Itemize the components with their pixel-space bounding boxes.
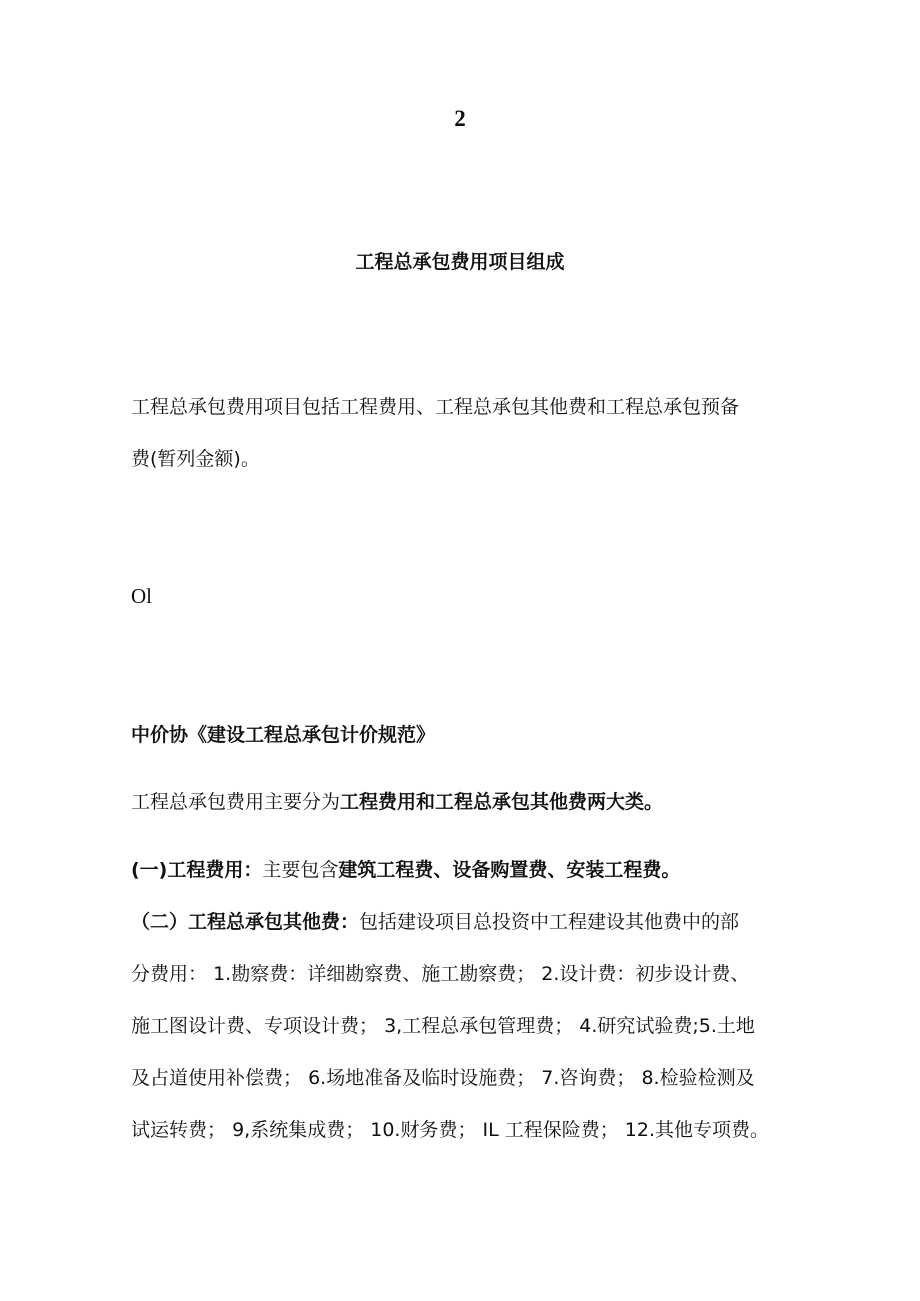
item-two-line5-e: 12.其他专项费。 [624, 1119, 770, 1141]
item-two-line-4 [131, 1052, 791, 1104]
summary-paragraph [131, 785, 663, 819]
item-two-line-2 [131, 948, 791, 1000]
item-two-line5-a: 试运转费； [131, 1119, 227, 1141]
item-two-line2-b: 1.勘察费：详细勘察费、施工勘察费； [213, 963, 536, 985]
item-two-line-1 [131, 896, 791, 948]
reference-heading: 中价协《建设工程总承包计价规范》 [131, 724, 436, 746]
item-one-heading: (一)工程费用： [131, 859, 263, 881]
item-two-line-5 [131, 1104, 791, 1156]
item-two-line-3 [131, 1000, 791, 1052]
item-two-line2-c: 2.设计费：初步设计费、 [541, 963, 750, 985]
item-two-line3: 施工图设计费、专项设计费； [131, 1015, 379, 1037]
item-two-line4-b: 6.场地准备及临时设施费； [308, 1067, 536, 1089]
intro-line-2: 费(暂列金额)。 [131, 448, 260, 470]
item-two-line5-c: 10.财务费； [370, 1119, 477, 1141]
item-two-line5-b: 9,系统集成费； [232, 1119, 365, 1141]
item-other-costs [131, 896, 791, 1156]
item-two-heading: （二）工程总承包其他费： [131, 911, 360, 933]
item-two-line4-c: 7.咨询费； [541, 1067, 636, 1089]
item-one-emphasis: 建筑工程费、设备购置费、安装工程费。 [338, 859, 681, 881]
page-number: 2 [454, 106, 466, 131]
summary-emphasis: 工程费用和工程总承包其他费两大类。 [340, 791, 664, 813]
item-two-line3-b: 3,工程总承包管理费； [384, 1015, 574, 1037]
item-two-line1-text: 包括建设项目总投资中工程建设其他费中的部 [359, 911, 740, 933]
item-two-line4-d: 8.检验检测及 [641, 1067, 755, 1089]
ol-label: Ol [131, 584, 152, 608]
item-two-line4-a: 及占道使用补偿费； [131, 1067, 303, 1089]
item-engineering-cost [131, 853, 680, 887]
page-title: 工程总承包费用项目组成 [355, 251, 565, 273]
item-two-line2-a: 分费用： [131, 963, 208, 985]
item-one-text: 主要包含 [262, 859, 339, 881]
intro-line-1: 工程总承包费用项目包括工程费用、工程总承包其他费和工程总承包预备 [131, 396, 740, 418]
item-two-line3-c: 4.研究试验费;5.土地 [579, 1015, 755, 1037]
item-two-line5-d: IL 工程保险费； [482, 1119, 619, 1141]
summary-prefix: 工程总承包费用主要分为 [131, 791, 341, 813]
intro-paragraph [131, 381, 791, 485]
